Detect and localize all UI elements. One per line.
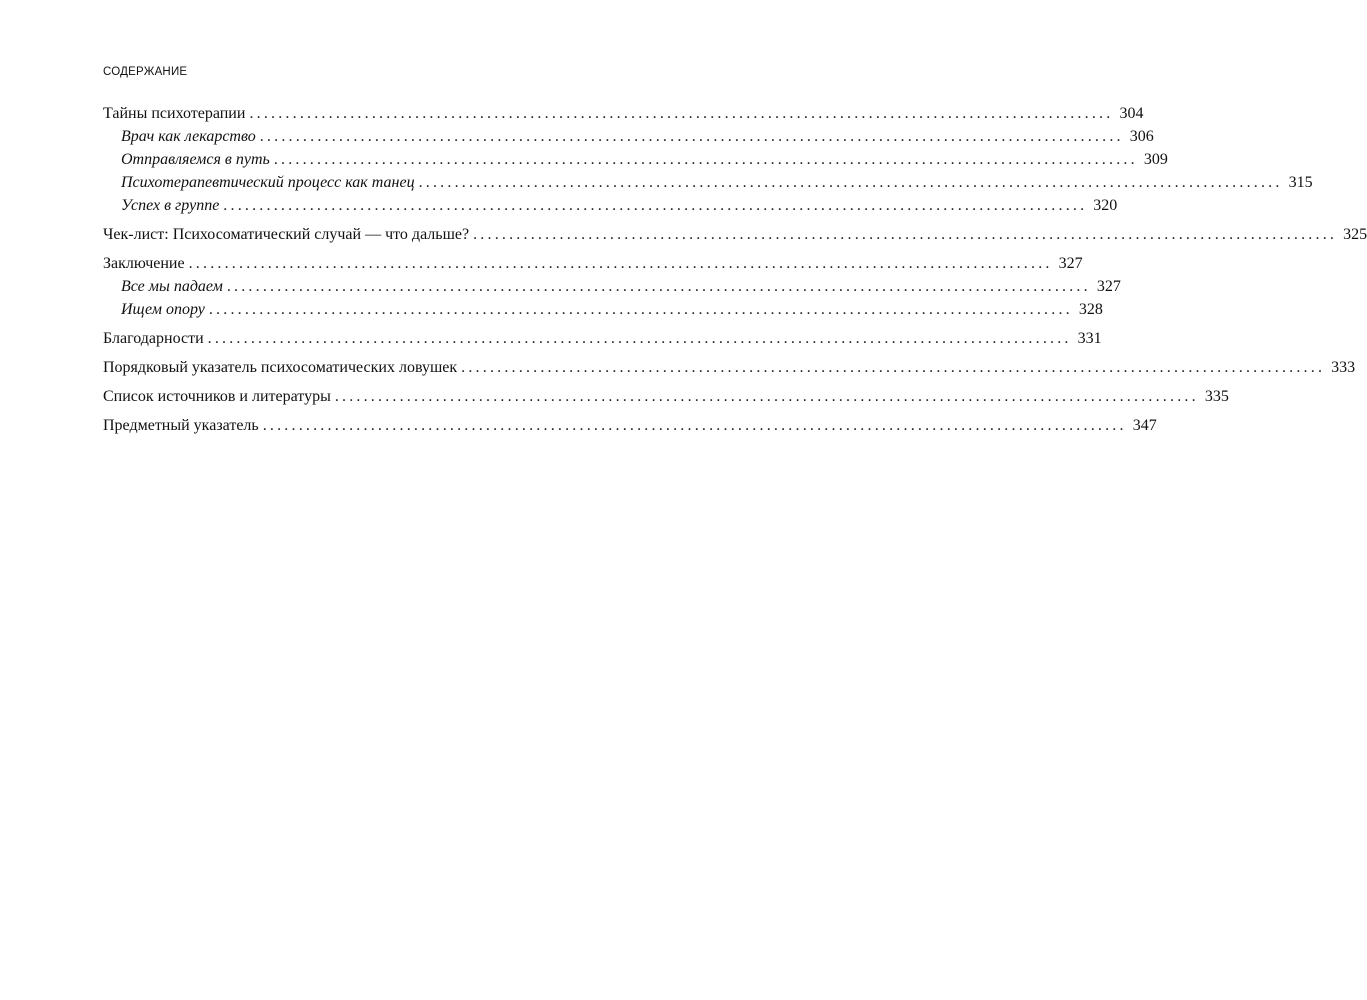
toc-entry-page: 304 [1119, 105, 1144, 122]
toc-entry[interactable] [103, 356, 1356, 379]
toc-leader-dots: ........................................................................................................................ [223, 197, 1088, 214]
toc-entry[interactable] [103, 252, 1083, 275]
toc-entry-page: 328 [1078, 301, 1103, 318]
toc-entry-page: 331 [1077, 330, 1102, 347]
toc-entry-title: Порядковый указатель психосоматических ловушек [103, 359, 458, 376]
toc-leader-dots: ........................................................................................................................ [334, 388, 1199, 405]
toc-entry-title: Врач как лекарство [121, 128, 256, 145]
toc-leader-dots: ........................................................................................................................ [262, 417, 1127, 434]
toc-entry-page: 327 [1096, 278, 1121, 295]
toc-leader-dots: ........................................................................................................................ [226, 278, 1091, 295]
toc-leader-dots: ........................................................................................................................ [461, 359, 1326, 376]
toc-entry-title: Предметный указатель [103, 417, 259, 434]
toc-entry[interactable] [103, 385, 1229, 408]
toc-entry[interactable] [103, 223, 1367, 246]
toc-subentry[interactable] [103, 275, 1121, 298]
toc-entry-title: Тайны психотерапии [103, 105, 246, 122]
toc-entry-page: 335 [1204, 388, 1229, 405]
toc-entry-title: Чек-лист: Психосоматический случай — что дальше? [103, 226, 470, 243]
toc-leader-dots: ........................................................................................................................ [188, 255, 1053, 272]
toc-entry-title: Ищем опору [121, 301, 205, 318]
toc-leader-dots: ........................................................................................................................ [249, 105, 1114, 122]
toc-subentry[interactable] [103, 148, 1168, 171]
toc-subentry[interactable] [103, 298, 1103, 321]
toc-entry-page: 325 [1343, 226, 1367, 243]
toc-entry-page: 306 [1129, 128, 1154, 145]
toc-entry-title: Заключение [103, 255, 185, 272]
toc-entry-title: Все мы падаем [121, 278, 223, 295]
toc-leader-dots: ........................................................................................................................ [418, 174, 1283, 191]
toc-entry-page: 309 [1143, 151, 1168, 168]
toc-entry-title: Успех в группе [121, 197, 220, 214]
toc-entry-page: 327 [1058, 255, 1083, 272]
running-header: СОДЕРЖАНИЕ [103, 66, 188, 78]
toc-leader-dots: ........................................................................................................................ [273, 151, 1138, 168]
toc-entry-title: Благодарности [103, 330, 204, 347]
toc-subentry[interactable] [103, 171, 1313, 194]
toc-leader-dots: ........................................................................................................................ [208, 301, 1073, 318]
toc-leader-dots: ........................................................................................................................ [473, 226, 1338, 243]
toc-entry-page: 320 [1093, 197, 1118, 214]
toc-entry[interactable] [103, 414, 1157, 437]
toc-entry-title: Отправляемся в путь [121, 151, 270, 168]
toc-subentry[interactable] [103, 194, 1118, 217]
toc-entry-page: 315 [1288, 174, 1313, 191]
toc-subentry[interactable] [103, 125, 1154, 148]
toc-entry-page: 333 [1331, 359, 1356, 376]
table-of-contents [103, 102, 1367, 437]
toc-entry[interactable] [103, 102, 1144, 125]
toc-leader-dots: ........................................................................................................................ [259, 128, 1124, 145]
toc-entry[interactable] [103, 327, 1102, 350]
toc-entry-title: Психотерапевтический процесс как танец [121, 174, 415, 191]
toc-leader-dots: ........................................................................................................................ [207, 330, 1072, 347]
toc-entry-page: 347 [1132, 417, 1157, 434]
toc-entry-title: Список источников и литературы [103, 388, 331, 405]
